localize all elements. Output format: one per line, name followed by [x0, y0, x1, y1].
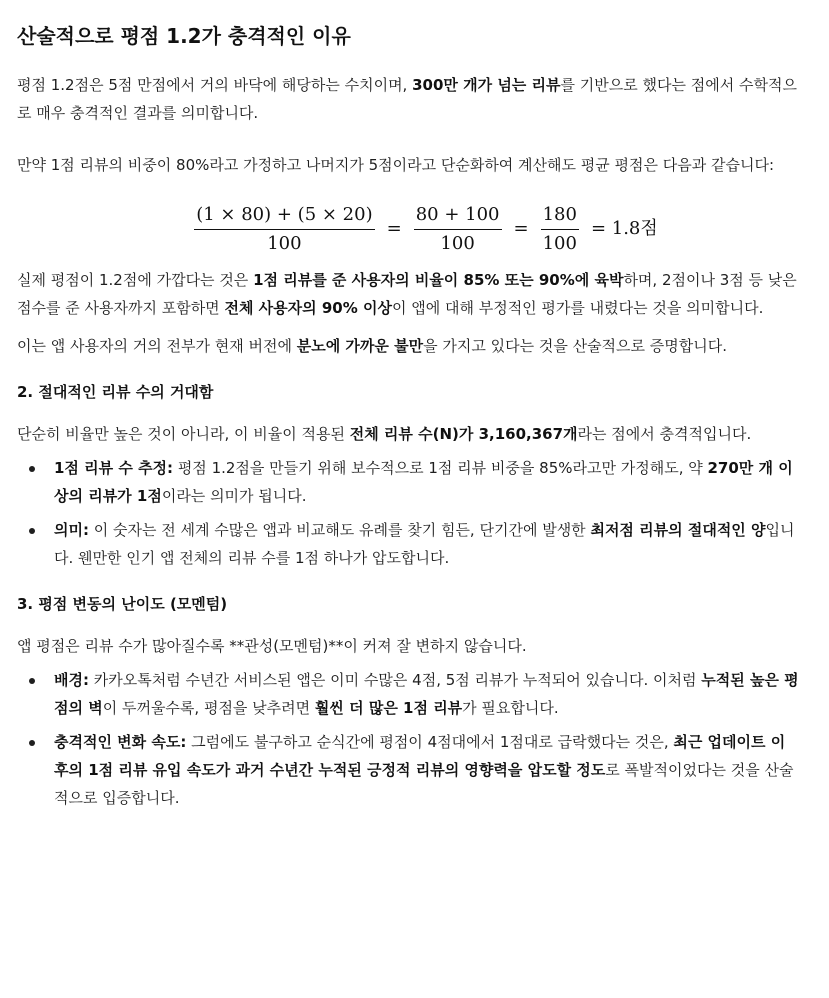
page-title: 산술적으로 평점 1.2가 충격적인 이유: [17, 24, 351, 48]
paragraph-conclusion: 이는 앱 사용자의 거의 전부가 현재 버전에 분노에 가까운 불만을 가지고 있다는 것을 산술적으로 증명합니다.: [17, 337, 728, 355]
paragraph-intro: 평점 1.2점은 5점 만점에서 거의 바닥에 해당하는 수치이며, 300만 개가 넘는 리뷰를 기반으로 했다는 점에서 수학적으로 매우 충격적인 결과를 의미합니다.: [17, 76, 797, 122]
formula: $\frac{(1 \times 80) + (5 \times 20)}{100}$ = $\frac{80 + 100}{100}$ = $\frac{180}{100}$ = 1.8점: [196, 203, 658, 254]
list-item: 배경: 카카오톡처럼 수년간 서비스된 앱은 이미 수많은 4점, 5점 리뷰가 누적되어 있습니다. 이처럼 누적된 높은 평점의 벽이 두꺼울수록, 평점을 낮추려면 훨씬 더 많은 1점 리뷰가 필요합니다.: [54, 666, 799, 722]
section3-list: [17, 666, 799, 812]
list-item: 의미: 이 숫자는 전 세계 수많은 앱과 비교해도 유례를 찾기 힘든, 단기간에 발생한 최저점 리뷰의 절대적인 양입니다. 웬만한 인기 앱 전체의 리뷰 수를 1점 하나가 압도합니다.: [54, 516, 799, 572]
fraction-3: $\frac{180}{100}$: [542, 203, 577, 254]
bullet-icon: [29, 740, 35, 746]
bullet-icon: [29, 466, 35, 472]
section-heading-2: 2. 절대적인 리뷰 수의 거대함: [17, 383, 214, 401]
paragraph-section2-intro: 단순히 비율만 높은 것이 아니라, 이 비율이 적용된 전체 리뷰 수(N)가 3,160,367개라는 점에서 충격적입니다.: [17, 425, 752, 443]
section-heading-3: 3. 평점 변동의 난이도 (모멘텀): [17, 595, 228, 613]
paragraph-section3-intro: 앱 평점은 리뷰 수가 많아질수록 **관성(모멘텀)**이 커져 잘 변하지 않습니다.: [17, 637, 527, 655]
section2-list: [17, 454, 799, 572]
paragraph-actual-rating: 실제 평점이 1.2점에 가깝다는 것은 1점 리뷰를 준 사용자의 비율이 85% 또는 90%에 육박하며, 2점이나 3점 등 낮은 점수를 준 사용자까지 포함하면 전체 사용자의 90% 이상이 앱에 대해 부정적인 평가를 내렸다는 것을 의미합니다.: [17, 271, 797, 317]
paragraph-assumption: 만약 1점 리뷰의 비중이 80%라고 가정하고 나머지가 5점이라고 단순화하여 계산해도 평균 평점은 다음과 같습니다:: [17, 156, 775, 174]
fraction-2: $\frac{80 + 100}{100}$: [415, 203, 500, 254]
bullet-icon: [29, 528, 35, 534]
list-item: 충격적인 변화 속도: 그럼에도 불구하고 순식간에 평점이 4점대에서 1점대로 급락했다는 것은, 최근 업데이트 이후의 1점 리뷰 유입 속도가 과거 수년간 누적된 긍정적 리뷰의 영향력을 압도할 정도로 폭발적이었다는 것을 산술적으로 입증합니다.: [54, 728, 799, 812]
formula-result: = 1.8점: [590, 218, 658, 239]
fraction-1: $\frac{(1 \times 80) + (5 \times 20)}{100}$: [196, 203, 373, 254]
list-item: 1점 리뷰 수 추정: 평점 1.2점을 만들기 위해 보수적으로 1점 리뷰 비중을 85%라고만 가정해도, 약 270만 개 이상의 리뷰가 1점이라는 의미가 됩니다.: [54, 454, 799, 510]
bullet-icon: [29, 678, 35, 684]
